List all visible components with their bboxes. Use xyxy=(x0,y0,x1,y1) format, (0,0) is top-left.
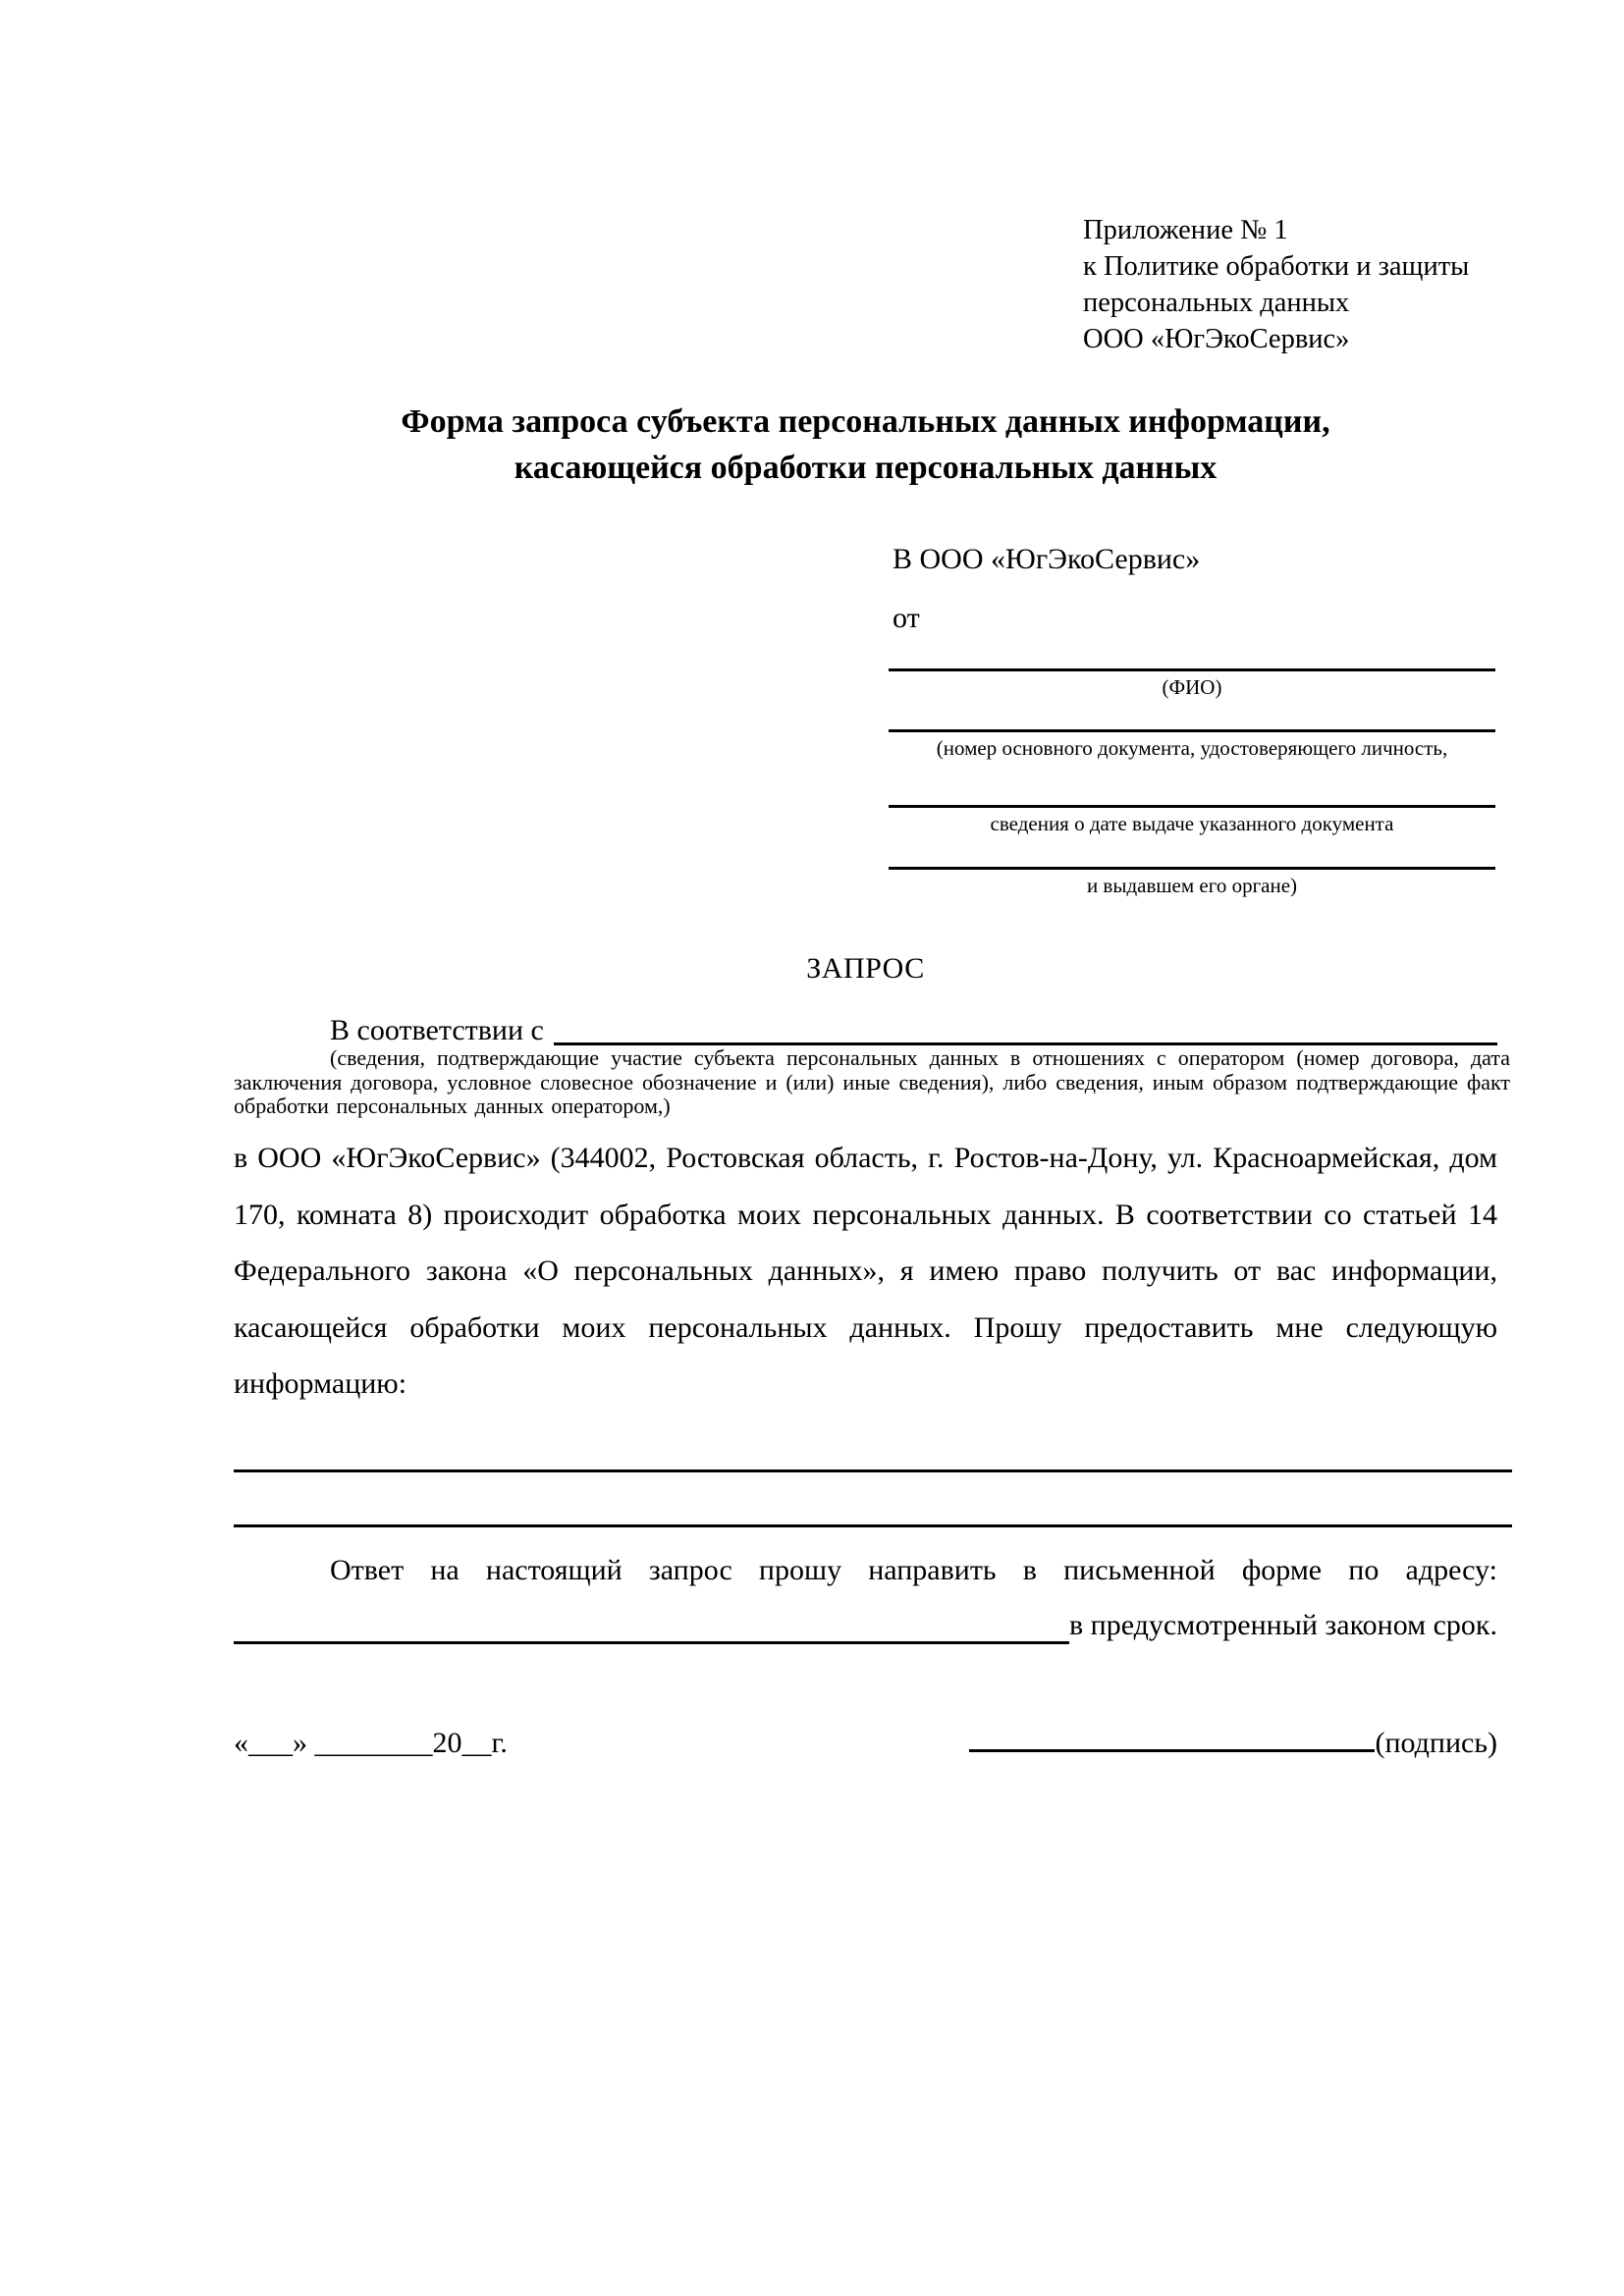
issuing-authority-field xyxy=(889,867,1495,898)
document-number-caption: (номер основного документа, удостоверяющего личность, xyxy=(936,736,1448,760)
appendix-note xyxy=(1083,212,1469,357)
form-title-line-1: Форма запроса субъекта персональных данных информации, xyxy=(401,403,1330,440)
issue-date-field xyxy=(889,805,1495,836)
reply-suffix-text: в предусмотренный законом срок. xyxy=(1069,1609,1497,1641)
fio-caption: (ФИО) xyxy=(1162,675,1222,699)
appendix-line-3: персональных данных xyxy=(1083,288,1350,318)
document-number-field xyxy=(889,729,1495,761)
fio-field-line[interactable] xyxy=(889,668,1495,671)
basis-prefix-text: В соответствии с xyxy=(330,1014,544,1046)
request-body-paragraph: в ООО «ЮгЭкоСервис» (344002, Ростовская область, г. Ростов-на-Дону, ул. Красноармейская, дом 170, комната 8) происходит обработка моих персональных данных. В соответствии со статьей 14 Федерального закона «О персональных данных», я имею право получить от вас информации, касающейся обработки моих персональных данных. Прошу предоставить мне следующую информацию: xyxy=(234,1142,1497,1400)
signature-block xyxy=(969,1715,1497,1771)
request-heading: ЗАПРОС xyxy=(806,952,925,985)
signature-field-line[interactable] xyxy=(969,1720,1375,1752)
signature-caption: (подпись) xyxy=(1375,1727,1497,1759)
form-title-line-2: касающейся обработки персональных данных xyxy=(514,450,1218,486)
basis-line xyxy=(234,1011,1497,1050)
addressee-from-label: от xyxy=(893,602,920,634)
reply-sentence: Ответ на настоящий запрос прошу направить в письменной форме по адресу: xyxy=(330,1554,1497,1586)
info-blank-line-1[interactable] xyxy=(234,1469,1512,1472)
issuing-authority-field-line[interactable] xyxy=(889,867,1495,870)
date-signature-row xyxy=(234,1715,1497,1771)
document-number-field-line[interactable] xyxy=(889,729,1495,732)
reply-address-field-line[interactable] xyxy=(234,1641,1069,1644)
date-field[interactable]: «___» ________20__г. xyxy=(234,1727,508,1759)
appendix-line-1: Приложение № 1 xyxy=(1083,215,1288,245)
appendix-line-4: ООО «ЮгЭкоСервис» xyxy=(1083,324,1350,354)
info-blank-line-2[interactable] xyxy=(234,1524,1512,1527)
fio-field xyxy=(889,668,1495,700)
form-title xyxy=(234,399,1497,491)
basis-note: (сведения, подтверждающие участие субъекта персональных данных в отношениях с оператором (номер договора, дата заключения договора, условное словесное обозначение и (или) иные сведения), либо сведения, иным образом подтверждающие факт обработки персональных данных оператором,) xyxy=(234,1045,1510,1119)
addressee-org: В ООО «ЮгЭкоСервис» xyxy=(893,543,1201,575)
issue-date-caption: сведения о дате выдаче указанного документа xyxy=(990,812,1394,835)
reply-address-row xyxy=(234,1597,1497,1653)
appendix-line-2: к Политике обработки и защиты xyxy=(1083,251,1470,282)
issuing-authority-caption: и выдавшем его органе) xyxy=(1086,874,1298,897)
addressee-block xyxy=(889,543,1495,955)
issue-date-field-line[interactable] xyxy=(889,805,1495,808)
